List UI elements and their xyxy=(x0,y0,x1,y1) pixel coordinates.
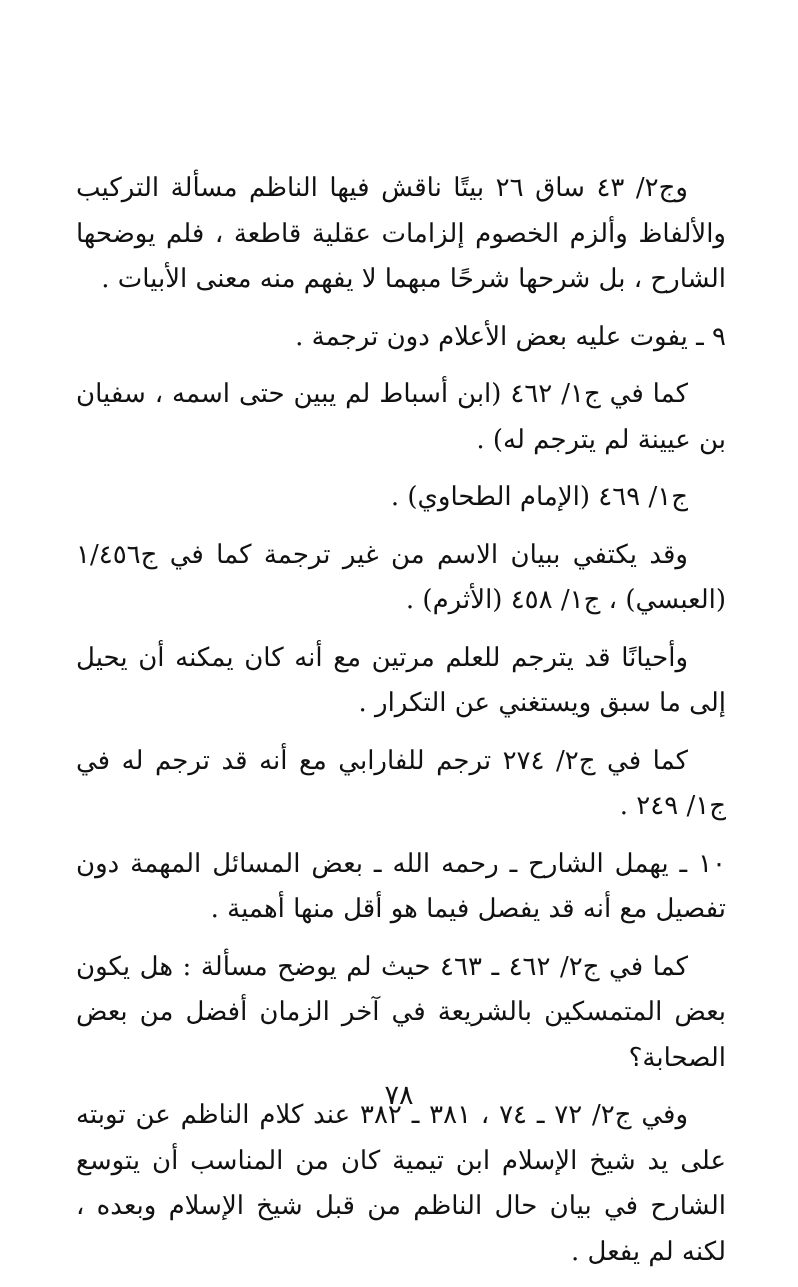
paragraph-7: كما في ج٢/ ٢٧٤ ترجم للفارابي مع أنه قد ترجم له في ج١/ ٢٤٩ . xyxy=(76,745,726,821)
paragraph-9: كما في ج٢/ ٤٦٢ ـ ٤٦٣ حيث لم يوضح مسألة : هل يكون بعض المتمسكين بالشريعة في آخر الزمان أفضل من بعض الصحابة؟ xyxy=(76,951,726,1073)
paragraph-1: وج٢/ ٤٣ ساق ٢٦ بيتًا ناقش فيها الناظم مسألة التركيب والألفاظ وألزم الخصوم إلزامات عقلية قاطعة ، فلم يوضحها الشارح ، بل شرحها شرحًا مبهما لا يفهم منه معنى الأبيات . xyxy=(76,173,726,294)
page-number: ٧٨ xyxy=(384,1080,414,1111)
paragraph-4: ج١/ ٤٦٩ (الإمام الطحاوي) . xyxy=(390,482,688,512)
paragraph-8-item-10: ١٠ ـ يهمل الشارح ـ رحمه الله ـ بعض المسائل المهمة دون تفصيل مع أنه قد يفصل فيما هو أقل منها أهمية . xyxy=(76,848,726,924)
paragraph-3: كما في ج١/ ٤٦٢ (ابن أسباط لم يبين حتى اسمه ، سفيان بن عيينة لم يترجم له) . xyxy=(76,379,726,455)
paragraph-6: وأحيانًا قد يترجم للعلم مرتين مع أنه كان يمكنه أن يحيل إلى ما سبق ويستغني عن التكرار . xyxy=(76,642,726,718)
paragraph-5: وقد يكتفي ببيان الاسم من غير ترجمة كما في ج١/٤٥٦ (العبسي) ، ج١/ ٤٥٨ (الأثرم) . xyxy=(76,539,726,615)
paragraph-2-item-9: ٩ ـ يفوت عليه بعض الأعلام دون ترجمة . xyxy=(295,321,726,352)
page-body xyxy=(76,166,726,1287)
paragraph-10: وفي ج٢/ ٧٢ ـ ٧٤ ، ٣٨١ ـ ٣٨٢ عند كلام الناظم عن توبته على يد شيخ الإسلام ابن تيمية كان من المناسب أن يتوسع الشارح في بيان حال الناظم من قبل شيخ الإسلام وبعده ، لكنه لم يفعل . xyxy=(76,1100,726,1267)
